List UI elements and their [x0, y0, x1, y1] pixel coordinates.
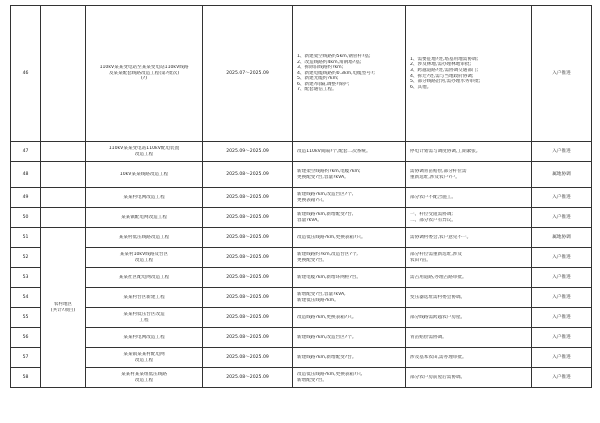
project-name — [86, 6, 203, 142]
cell-line: 新增配变?台。 — [297, 377, 328, 383]
construction-period: 2025.08～2025.09 — [203, 208, 293, 228]
cell-line: 某某村10kV线路及台区 — [119, 251, 169, 257]
cell-line: 2、涉及林地,需办理林地审批; — [410, 62, 472, 68]
advance-mode: 入户推进 — [532, 288, 592, 308]
cell-line: 改造工程 — [134, 257, 154, 263]
cell-line: 新建架空线路约?km,电缆?km; — [297, 168, 361, 174]
construction-scale — [293, 142, 406, 162]
cell-line: 新建低压线路?km。 — [297, 297, 339, 303]
row-number: 58 — [11, 368, 41, 388]
project-name — [86, 328, 203, 348]
existing-issues — [406, 308, 532, 328]
cell-line: 容量?kVA。 — [297, 217, 322, 223]
project-name — [86, 288, 203, 308]
advance-mode: 属地协调 — [532, 228, 592, 248]
advance-mode: 入户推进 — [532, 188, 592, 208]
cell-line: 新增配变?台,容量?kVA, — [297, 291, 346, 297]
cell-line: 更换配变?台,容量?kVA。 — [297, 174, 349, 180]
existing-issues — [406, 368, 532, 388]
construction-scale — [293, 228, 406, 248]
construction-period: 2025.08～2025.09 — [203, 228, 293, 248]
table-row — [11, 188, 592, 208]
cell-line: 需占用道路,办理占路审批。 — [410, 274, 467, 280]
existing-issues — [406, 162, 532, 188]
construction-scale — [293, 248, 406, 268]
cell-line: 1、新建架空线路约5km,钢管杆?基; — [297, 53, 371, 59]
cell-line: 二、部分农户有异议。 — [410, 217, 456, 223]
construction-period: 2025.08～2025.09 — [203, 328, 293, 348]
existing-issues — [406, 328, 532, 348]
construction-period: 2025.08～2025.09 — [203, 288, 293, 308]
cell-line: 需协调村委会,农户意见不一。 — [410, 234, 472, 240]
existing-issues — [406, 188, 532, 208]
construction-period: 2025.08～2025.09 — [203, 308, 293, 328]
table-row — [11, 162, 592, 188]
construction-scale — [293, 328, 406, 348]
table-row — [11, 228, 592, 248]
table-row — [11, 6, 592, 142]
existing-issues — [406, 248, 532, 268]
advance-mode: 入户推进 — [532, 268, 592, 288]
construction-period: 2025.08～2025.09 — [203, 368, 293, 388]
cell-line: 3、拆除旧线路约?km; — [297, 65, 344, 71]
table-row — [11, 268, 592, 288]
table-row — [11, 208, 592, 228]
existing-issues — [406, 208, 532, 228]
advance-mode: 入户推进 — [532, 208, 592, 228]
cell-line: 某某镇某某村配电网 — [123, 351, 165, 357]
construction-period: 2025.09～2025.09 — [203, 142, 293, 162]
cell-line: 改造低压线路?km,更换表箱?只, — [297, 371, 363, 377]
advance-mode: 入户推进 — [532, 142, 592, 162]
cell-line: 某某社区配电网改造工程 — [118, 274, 170, 280]
cell-line: 6、新建?间隔,调整?保护; — [297, 81, 350, 87]
project-name — [86, 308, 203, 328]
cell-line: 某某村低压台区改造 — [123, 311, 165, 317]
cell-line: 及某某配套线路改造工程(第?批次) — [108, 70, 180, 76]
row-number: 46 — [11, 6, 41, 142]
cell-line: 部分农户房前屋后需协调。 — [410, 374, 466, 380]
project-name — [86, 208, 203, 228]
cell-line: 新建线路约?km,改造台区?个, — [297, 251, 358, 257]
cell-line: 某某村电网改造工程 — [123, 194, 165, 200]
row-number: 47 — [11, 142, 41, 162]
advance-mode: 入户推进 — [532, 6, 592, 142]
existing-issues — [406, 6, 532, 142]
construction-scale — [293, 188, 406, 208]
existing-issues — [406, 142, 532, 162]
table-row — [11, 248, 592, 268]
group-label — [41, 228, 86, 388]
group-cell — [41, 208, 86, 228]
advance-mode: 入户推进 — [532, 248, 592, 268]
row-number: 57 — [11, 348, 41, 368]
project-table — [10, 5, 592, 388]
cell-line: 某某村低压线路改造工程 — [118, 234, 170, 240]
table-row — [11, 348, 592, 368]
table-row — [11, 308, 592, 328]
cell-line: 110kV某某变电站至某某变电站110kV线路 — [99, 65, 189, 71]
cell-line: 改造110kV间隔?个,配套二次系统。 — [297, 148, 371, 154]
cell-line: 青苗赔偿需协调。 — [410, 334, 447, 340]
cell-line: 3、跨越道路?处,需协调交通部门; — [410, 67, 479, 73]
cell-line: 新建线路?km,改造台区?个, — [297, 191, 354, 197]
construction-scale — [293, 368, 406, 388]
cell-line: 部分线路需跨越农户房屋。 — [410, 314, 466, 320]
advance-mode: 入户推进 — [532, 328, 592, 348]
cell-line: 更换配变?台。 — [297, 257, 328, 263]
existing-issues — [406, 268, 532, 288]
cell-line: 某某镇配电网改造工程 — [121, 214, 167, 220]
advance-mode: 入户推进 — [532, 368, 592, 388]
row-number: 48 — [11, 162, 41, 188]
table-row — [11, 328, 592, 348]
advance-mode: 入户推进 — [532, 308, 592, 328]
cell-line: 新建电缆?km,新增环网柜?台。 — [297, 274, 362, 280]
row-number: 55 — [11, 308, 41, 328]
construction-scale — [293, 162, 406, 188]
cell-line: 4、新建电缆线路约0.3km,电缆型号?; — [297, 70, 375, 76]
cell-line: 1、需要征地?处,塔基用地需协调; — [410, 56, 479, 62]
cell-line: 一、杆位受阻需协调; — [410, 211, 453, 217]
construction-scale — [293, 308, 406, 328]
project-name — [86, 268, 203, 288]
cell-line: 110kV某某变电站110kV配电装置 — [108, 145, 180, 151]
construction-scale — [293, 208, 406, 228]
cell-line: 改造工程 — [134, 151, 154, 157]
advance-mode: 属地协调 — [532, 162, 592, 188]
existing-issues — [406, 348, 532, 368]
cell-line: 5、新建光缆约?km; — [297, 76, 339, 82]
table-row — [11, 142, 592, 162]
row-number: 49 — [11, 188, 41, 208]
row-number: 56 — [11, 328, 41, 348]
cell-line: 变压器选址需村委会协调。 — [410, 294, 466, 300]
group-cell — [41, 188, 86, 208]
construction-scale — [293, 6, 406, 142]
row-number: 51 — [11, 228, 41, 248]
row-number: 50 — [11, 208, 41, 228]
cell-line: 工程 — [139, 317, 149, 323]
cell-line: 新建线路?km,改造台区?个。 — [297, 334, 357, 340]
cell-line: 农田?亩。 — [410, 257, 431, 263]
project-name — [86, 228, 203, 248]
cell-line: (?) — [140, 76, 148, 82]
cell-line: 改造线路?km,更换表箱?只。 — [297, 314, 357, 320]
project-name — [86, 348, 203, 368]
row-number: 52 — [11, 248, 41, 268]
table-row — [11, 288, 592, 308]
cell-line: 改造工程 — [134, 357, 154, 363]
cell-line: 部分杆位需重新选址,涉及 — [410, 251, 462, 257]
cell-line: 某某村电网改造工程 — [123, 334, 165, 340]
construction-period: 2025.08～2025.09 — [203, 348, 293, 368]
construction-period: 2025.08～2025.09 — [203, 188, 293, 208]
cell-line: 6、其他。 — [410, 84, 432, 90]
construction-scale — [293, 288, 406, 308]
table-row — [11, 368, 592, 388]
project-name — [86, 162, 203, 188]
cell-line: 更换表箱?只。 — [297, 197, 328, 203]
cell-line: 新建线路?km,新增配变?台。 — [297, 354, 357, 360]
cell-line: 需协调青苗赔偿,部分杆位需 — [410, 168, 467, 174]
cell-line: (共计?项目) — [50, 307, 76, 313]
cell-line: 改造低压线路?km,更换表箱?只。 — [297, 234, 366, 240]
cell-line: 新建线路?km,新增配变?台, — [297, 211, 354, 217]
construction-period: 2025.07～2025.09 — [203, 6, 293, 142]
construction-period: 2025.08～2025.09 — [203, 248, 293, 268]
cell-line: 某某村台区新建工程 — [123, 294, 165, 300]
cell-line: 2、改造线路约4km,角钢塔?基; — [297, 59, 362, 65]
cell-line: 5、部分线路沿河,需办理水务审批; — [410, 79, 481, 85]
project-name — [86, 368, 203, 388]
group-cell — [41, 6, 86, 142]
construction-period: 2025.08～2025.09 — [203, 268, 293, 288]
cell-line: 改造工程 — [134, 377, 154, 383]
cell-line: 农村地区 — [53, 301, 73, 307]
group-cell — [41, 162, 86, 188]
table-body — [11, 6, 592, 388]
cell-line: 涉及基本农田,需办理审批。 — [410, 354, 467, 360]
existing-issues — [406, 228, 532, 248]
cell-line: 某某村某某组低压线路 — [121, 371, 167, 377]
project-name — [86, 188, 203, 208]
construction-scale — [293, 348, 406, 368]
project-name — [86, 142, 203, 162]
construction-period: 2025.08～2025.09 — [203, 162, 293, 188]
cell-line: 停电计划需与调度协调,工期紧张。 — [410, 148, 481, 154]
row-number: 54 — [11, 288, 41, 308]
cell-line: 10kV某某线路改造工程 — [119, 171, 169, 177]
cell-line: 部分农户不配合施工。 — [410, 194, 456, 200]
project-name — [86, 248, 203, 268]
construction-scale — [293, 268, 406, 288]
row-number: 53 — [11, 268, 41, 288]
existing-issues — [406, 288, 532, 308]
advance-mode: 入户推进 — [532, 348, 592, 368]
cell-line: 重新选址,涉及农户?户。 — [410, 174, 460, 180]
group-cell — [41, 142, 86, 162]
cell-line: 4、拆迁?处,需与当地政府协调; — [410, 73, 474, 79]
cell-line: 7、配套通信工程。 — [297, 87, 337, 93]
